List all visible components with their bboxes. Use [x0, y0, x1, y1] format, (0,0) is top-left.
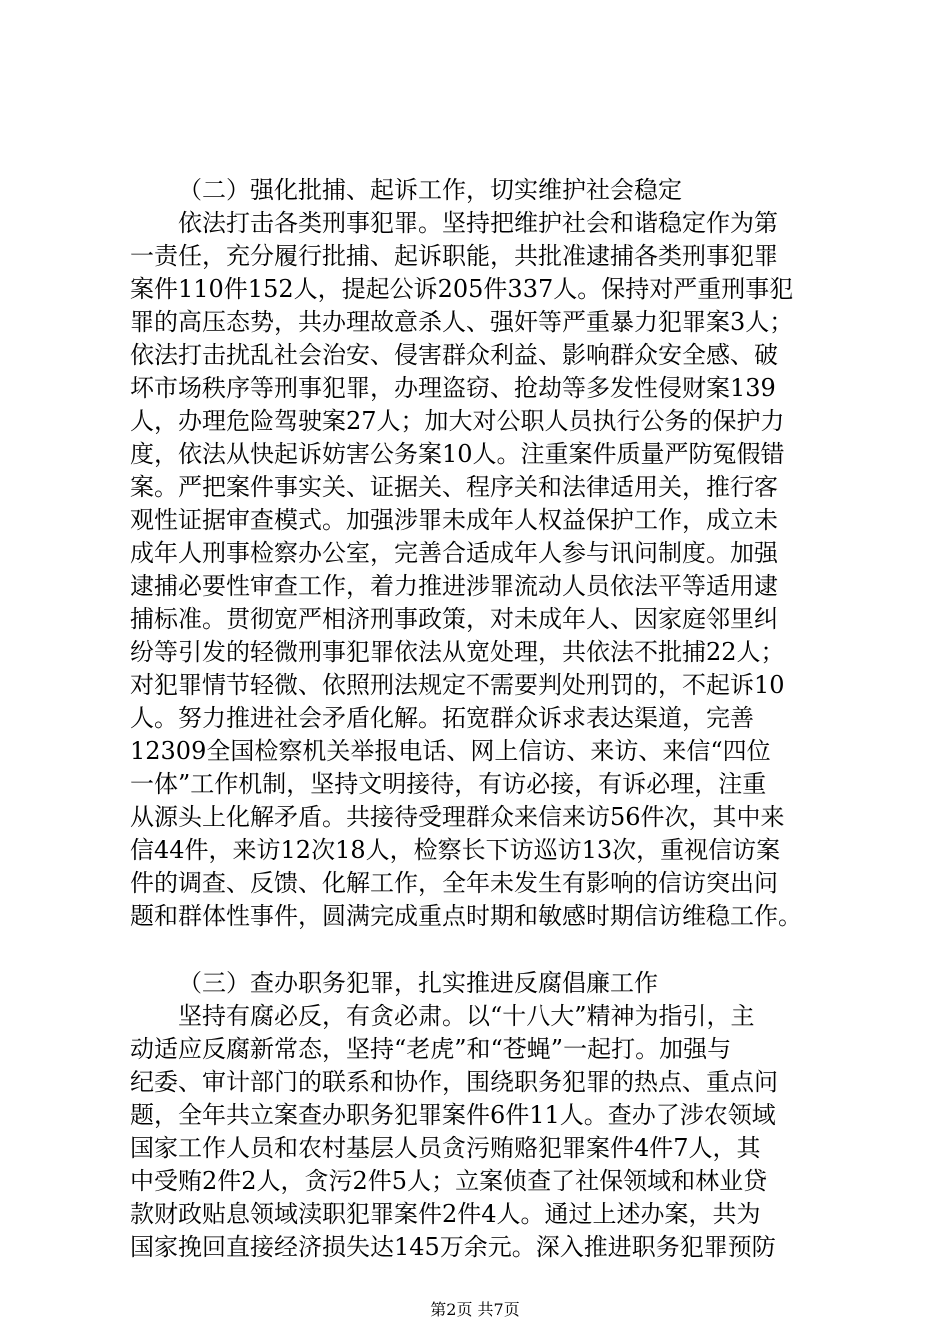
paragraph-line: 12309全国检察机关举报电话、网上信访、来访、来信“四位 — [130, 737, 771, 765]
paragraph-line: 捕标准。贯彻宽严相济刑事政策，对未成年人、因家庭邻里纠 — [130, 605, 778, 633]
paragraph-line: 对犯罪情节轻微、依照刑法规定不需要判处刑罚的，不起诉10 — [130, 671, 785, 699]
paragraph-line: 人。努力推进社会矛盾化解。拓宽群众诉求表达渠道，完善 — [130, 704, 754, 732]
paragraph-line: 国家挽回直接经济损失达145万余元。深入推进职务犯罪预防 — [130, 1233, 776, 1261]
paragraph-line: 中受贿2件2人，贪污2件5人；立案侦查了社保领域和林业贷 — [130, 1167, 768, 1195]
paragraph-line: 逮捕必要性审查工作，着力推进涉罪流动人员依法平等适用逮 — [130, 572, 778, 600]
paragraph-line: 案。严把案件事实关、证据关、程序关和法律适用关，推行客 — [130, 473, 778, 501]
paragraph-line: 依法打击各类刑事犯罪。坚持把维护社会和谐稳定作为第 — [178, 209, 778, 237]
paragraph-line: 题，全年共立案查办职务犯罪案件6件11人。查办了涉农领域 — [130, 1101, 776, 1129]
paragraph-line: 题和群体性事件，圆满完成重点时期和敏感时期信访维稳工作。 — [130, 902, 802, 930]
paragraph-line: 纪委、审计部门的联系和协作，围绕职务犯罪的热点、重点问 — [130, 1068, 778, 1096]
paragraph-line: 度，依法从快起诉妨害公务案10人。注重案件质量严防冤假错 — [130, 440, 785, 468]
paragraph-line: 罪的高压态势，共办理故意杀人、强奸等严重暴力犯罪案3人； — [130, 308, 794, 336]
paragraph-line: 人，办理危险驾驶案27人；加大对公职人员执行公务的保护力 — [130, 407, 785, 435]
paragraph-line: 观性证据审查模式。加强涉罪未成年人权益保护工作，成立未 — [130, 506, 778, 534]
paragraph-line: 从源头上化解矛盾。共接待受理群众来信来访56件次，其中来 — [130, 803, 785, 831]
paragraph-line: 成年人刑事检察办公室，完善合适成年人参与讯问制度。加强 — [130, 539, 778, 567]
paragraph-line: 依法打击扰乱社会治安、侵害群众利益、影响群众安全感、破 — [130, 341, 778, 369]
paragraph-line: 动适应反腐新常态，坚持“老虎”和“苍蝇”一起打。加强与 — [130, 1035, 732, 1063]
paragraph-line: 信44件，来访12次18人，检察长下访巡访13次，重视信访案 — [130, 836, 781, 864]
page-number-footer: 第2页 共7页 — [430, 1300, 520, 1319]
paragraph-line: 件的调查、反馈、化解工作，全年未发生有影响的信访突出问 — [130, 869, 778, 897]
paragraph-line: 国家工作人员和农村基层人员贪污贿赂犯罪案件4件7人，其 — [130, 1134, 761, 1162]
paragraph-line: 坚持有腐必反，有贪必肃。以“十八大”精神为指引，主 — [178, 1002, 755, 1030]
section-heading-3: （三）查办职务犯罪，扎实推进反腐倡廉工作 — [178, 969, 658, 997]
paragraph-line: 一体”工作机制，坚持文明接待，有访必接，有诉必理，注重 — [130, 770, 767, 798]
paragraph-line: 坏市场秩序等刑事犯罪，办理盗窃、抢劫等多发性侵财案139 — [130, 374, 776, 402]
paragraph-line: 一责任，充分履行批捕、起诉职能，共批准逮捕各类刑事犯罪 — [130, 242, 778, 270]
section-heading-2: （二）强化批捕、起诉工作，切实维护社会稳定 — [178, 176, 682, 204]
paragraph-line: 纷等引发的轻微刑事犯罪依法从宽处理，共依法不批捕22人； — [130, 638, 785, 666]
paragraph-line: 款财政贴息领域渎职犯罪案件2件4人。通过上述办案，共为 — [130, 1200, 761, 1228]
paragraph-line: 案件110件152人，提起公诉205件337人。保持对严重刑事犯 — [130, 275, 794, 303]
